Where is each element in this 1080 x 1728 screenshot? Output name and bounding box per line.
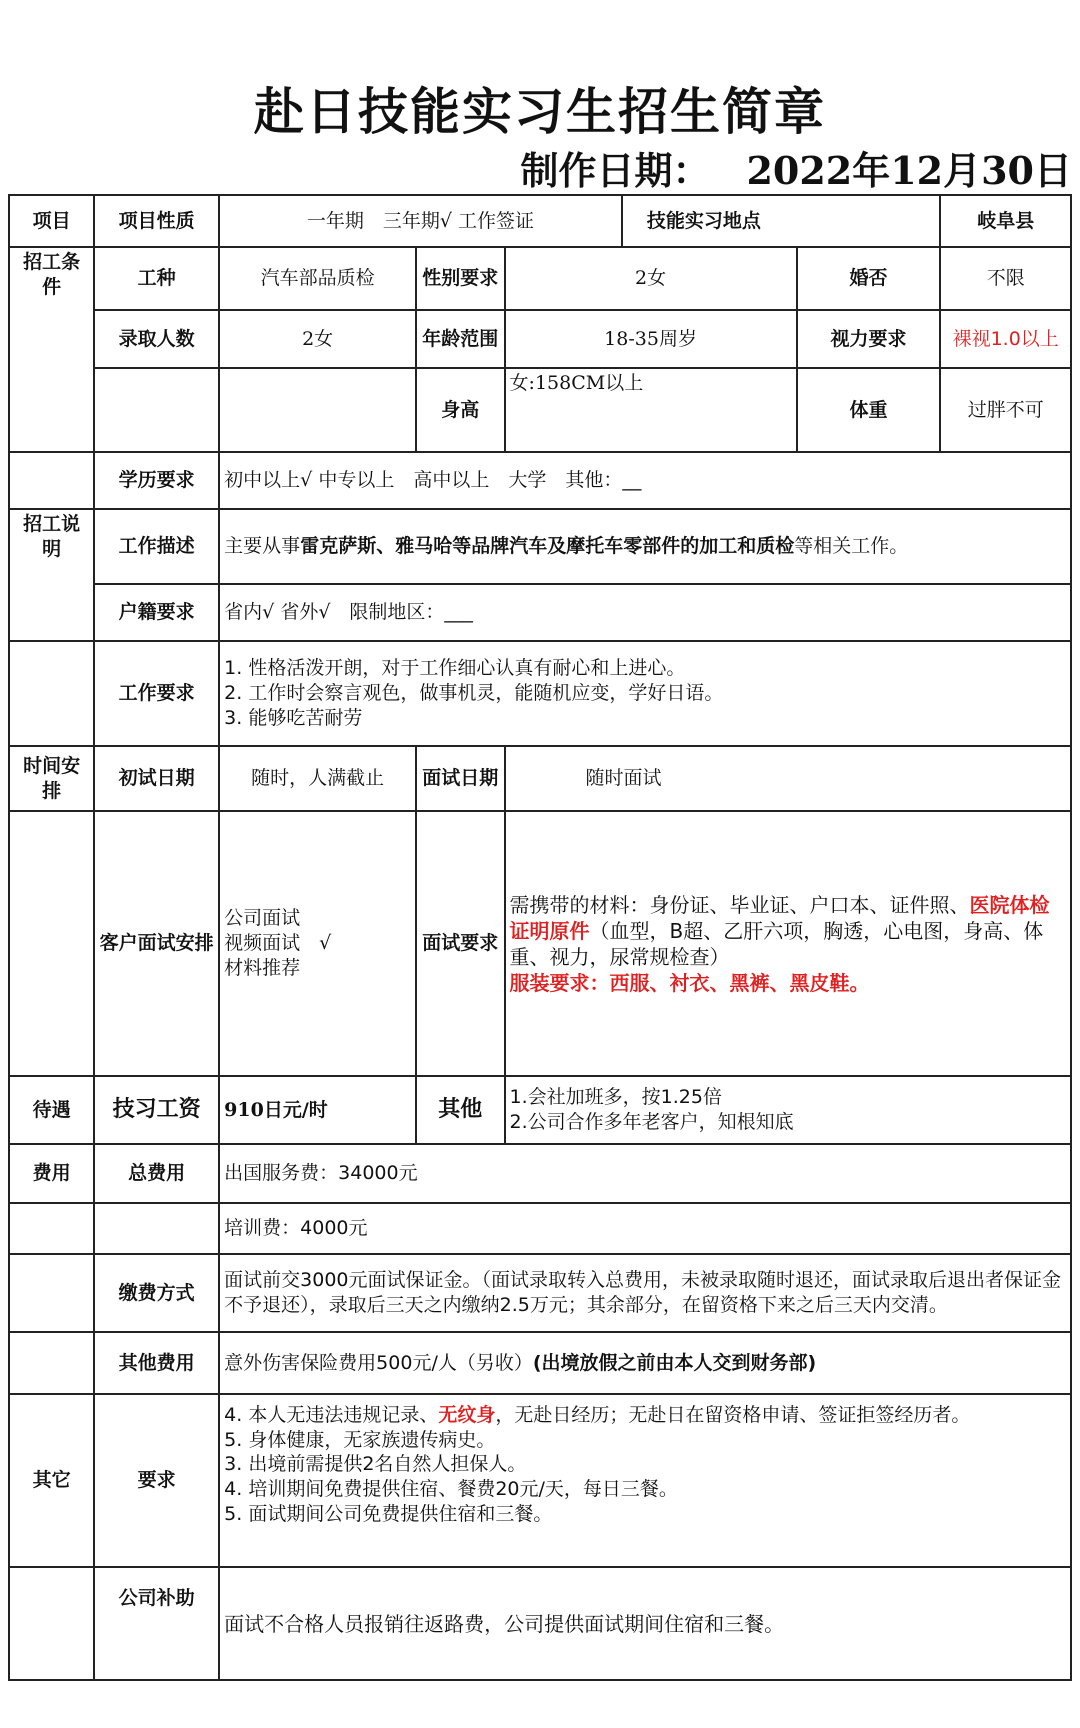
row-work-description <box>9 509 1071 584</box>
interview-requirements-value <box>505 811 1071 1076</box>
age-value: 18-35周岁 <box>505 310 797 368</box>
misc-requirement-item: 5. 面试期间公司免费提供住宿和三餐。 <box>224 1502 553 1525</box>
salary-value: 910日元/时 <box>219 1076 416 1144</box>
row-benefits <box>9 1076 1071 1144</box>
misc-requirement-a: 4. 本人无违法违规记录、 <box>224 1404 439 1426</box>
work-description-value <box>219 509 1071 584</box>
row-first-interview <box>9 746 1071 811</box>
benefits-other-item: 2.公司合作多年老客户，知根知底 <box>509 1111 794 1133</box>
vision-label: 视力要求 <box>797 310 941 368</box>
section-conditions-text: 招工条件 <box>23 251 81 298</box>
first-interview-label: 初试日期 <box>94 746 219 811</box>
medical-items: （血型，B超、乙肝六项，胸透，心电图，身高、体重、视力，尿常规检查） <box>509 918 1044 969</box>
misc-requirement-item <box>224 1403 1066 1428</box>
work-description-prefix: 主要从事 <box>224 535 301 558</box>
misc-requirement-item: 5. 身体健康，无家族遗传病史。 <box>224 1428 496 1451</box>
first-interview-value: 随时，人满截止 <box>219 746 416 811</box>
total-fee-label: 总费用 <box>94 1144 219 1203</box>
service-fee: 出国服务费：34000元 <box>219 1144 1071 1203</box>
marriage-label: 婚否 <box>797 247 941 310</box>
recruitment-table <box>8 194 1072 1681</box>
date-label: 制作日期： <box>520 149 711 193</box>
misc-requirement-item: 3. 出境前需提供2名自然人担保人。 <box>224 1453 527 1476</box>
date-value: 2022年12月30日 <box>746 148 1072 193</box>
empty-cell <box>9 641 94 746</box>
empty-cell <box>9 1332 94 1394</box>
project-nature-value: 一年期 三年期√ 工作签证 <box>219 195 622 247</box>
client-interview-option: 视频面试 √ <box>224 932 332 955</box>
work-requirements-list <box>219 641 1071 746</box>
marriage-value: 不限 <box>940 247 1071 310</box>
work-description-brands: 雷克萨斯、雅马哈等品牌汽车及摩托车零部件的加工和质检 <box>300 535 795 558</box>
row-height <box>9 368 1071 452</box>
payment-method-label: 缴费方式 <box>94 1254 219 1332</box>
empty-cell <box>9 452 94 509</box>
gender-value: 2女 <box>505 247 797 310</box>
empty-cell <box>9 811 94 1076</box>
row-education <box>9 452 1071 509</box>
row-interview-arrangement <box>9 811 1071 1076</box>
work-requirement-item: 2. 工作时会察言观色，做事机灵，能随机应变，学好日语。 <box>224 682 724 705</box>
height-value: 女:158CM以上 <box>505 368 797 452</box>
other-fees-value <box>219 1332 1071 1394</box>
gender-label: 性别要求 <box>416 247 504 310</box>
section-schedule: 时间安排 <box>9 746 94 811</box>
project-nature-label: 项目性质 <box>94 195 219 247</box>
medical-certificate: 医院体检证明原件 <box>509 892 1050 943</box>
hukou-value: 省内√ 省外√ 限制地区：___ <box>219 584 1071 641</box>
count-value: 2女 <box>219 310 416 368</box>
section-conditions <box>9 247 94 452</box>
interview-materials: 需携带的材料：身份证、毕业证、户口本、证件照、 <box>509 892 970 917</box>
salary-label: 技习工资 <box>94 1076 219 1144</box>
benefits-other-list <box>505 1076 1071 1144</box>
empty-cell <box>9 1567 94 1680</box>
height-label: 身高 <box>416 368 504 452</box>
job-value: 汽车部品质检 <box>219 247 416 310</box>
section-benefits: 待遇 <box>9 1076 94 1144</box>
vision-value: 裸视1.0以上 <box>940 310 1071 368</box>
row-count <box>9 310 1071 368</box>
interview-date-label: 面试日期 <box>416 746 504 811</box>
empty-cell <box>94 1203 219 1254</box>
empty-cell <box>9 1254 94 1332</box>
misc-requirement-b: ，无赴日经历；无赴日在留资格申请、签证拒签经历者。 <box>495 1404 971 1426</box>
client-interview-option: 公司面试 <box>224 907 301 930</box>
insurance-note: (出境放假之前由本人交到财务部) <box>532 1351 817 1374</box>
payment-method-value: 面试前交3000元面试保证金。（面试录取转入总费用，未被录取随时退还，面试录取后退出者保证金不予退还），录取后三天之内缴纳2.5万元；其余部分，在留资格下来之后三天内交清。 <box>219 1254 1071 1332</box>
row-subsidy <box>9 1567 1071 1680</box>
row-total-fee <box>9 1144 1071 1203</box>
weight-value: 过胖不可 <box>940 368 1071 452</box>
interview-requirements-label: 面试要求 <box>416 811 504 1076</box>
section-project: 项目 <box>9 195 94 247</box>
row-training-fee <box>9 1203 1071 1254</box>
row-job <box>9 247 1071 310</box>
weight-label: 体重 <box>797 368 941 452</box>
client-interview-option: 材料推荐 <box>224 956 301 979</box>
other-fees-label: 其他费用 <box>94 1332 219 1394</box>
work-requirement-item: 1. 性格活泼开朗，对于工作细心认真有耐心和上进心。 <box>224 657 686 680</box>
section-description <box>9 509 94 641</box>
document-title: 赴日技能实习生招生简章 <box>254 83 826 141</box>
work-description-suffix: 等相关工作。 <box>794 535 909 558</box>
section-misc: 其它 <box>9 1394 94 1567</box>
empty-cell <box>94 368 219 452</box>
insurance-fee: 意外伤害保险费用500元/人（另收） <box>224 1351 533 1374</box>
misc-requirements-list <box>219 1394 1071 1567</box>
subsidy-label: 公司补助 <box>94 1567 219 1680</box>
client-interview-label: 客户面试安排 <box>94 811 219 1076</box>
misc-requirement-item: 4. 培训期间免费提供住宿、餐费20元/天，每日三餐。 <box>224 1478 678 1501</box>
hukou-label: 户籍要求 <box>94 584 219 641</box>
row-other-fees <box>9 1332 1071 1394</box>
job-label: 工种 <box>94 247 219 310</box>
work-description-label: 工作描述 <box>94 509 219 584</box>
section-description-text: 招工说明 <box>23 513 81 560</box>
empty-cell <box>219 368 416 452</box>
benefits-other-label: 其他 <box>416 1076 504 1144</box>
count-label: 录取人数 <box>94 310 219 368</box>
row-other-requirements <box>9 1394 1071 1567</box>
age-label: 年龄范围 <box>416 310 504 368</box>
training-fee: 培训费：4000元 <box>219 1203 1071 1254</box>
benefits-other-item: 1.会社加班多，按1.25倍 <box>509 1086 722 1109</box>
client-interview-options <box>219 811 416 1076</box>
empty-cell <box>9 1203 94 1254</box>
no-tattoo-text: 无纹身 <box>438 1404 496 1426</box>
row-payment <box>9 1254 1071 1332</box>
work-requirement-item: 3. 能够吃苦耐劳 <box>224 706 363 729</box>
education-value: 初中以上√ 中专以上 高中以上 大学 其他：__ <box>219 452 1071 509</box>
subsidy-value: 面试不合格人员报销往返路费，公司提供面试期间住宿和三餐。 <box>219 1567 1071 1680</box>
dress-requirements: 服装要求：西服、衬衣、黑裤、黑皮鞋。 <box>509 970 870 995</box>
location-value: 岐阜县 <box>940 195 1071 247</box>
section-fees: 费用 <box>9 1144 94 1203</box>
misc-requirements-label: 要求 <box>94 1394 219 1567</box>
work-requirements-label: 工作要求 <box>94 641 219 746</box>
row-hukou <box>9 584 1071 641</box>
location-label: 技能实习地点 <box>622 195 941 247</box>
row-project <box>9 195 1071 247</box>
creation-date <box>520 140 1072 195</box>
interview-date-value: 随时面试 <box>505 746 1071 811</box>
row-work-requirements <box>9 641 1071 746</box>
education-label: 学历要求 <box>94 452 219 509</box>
